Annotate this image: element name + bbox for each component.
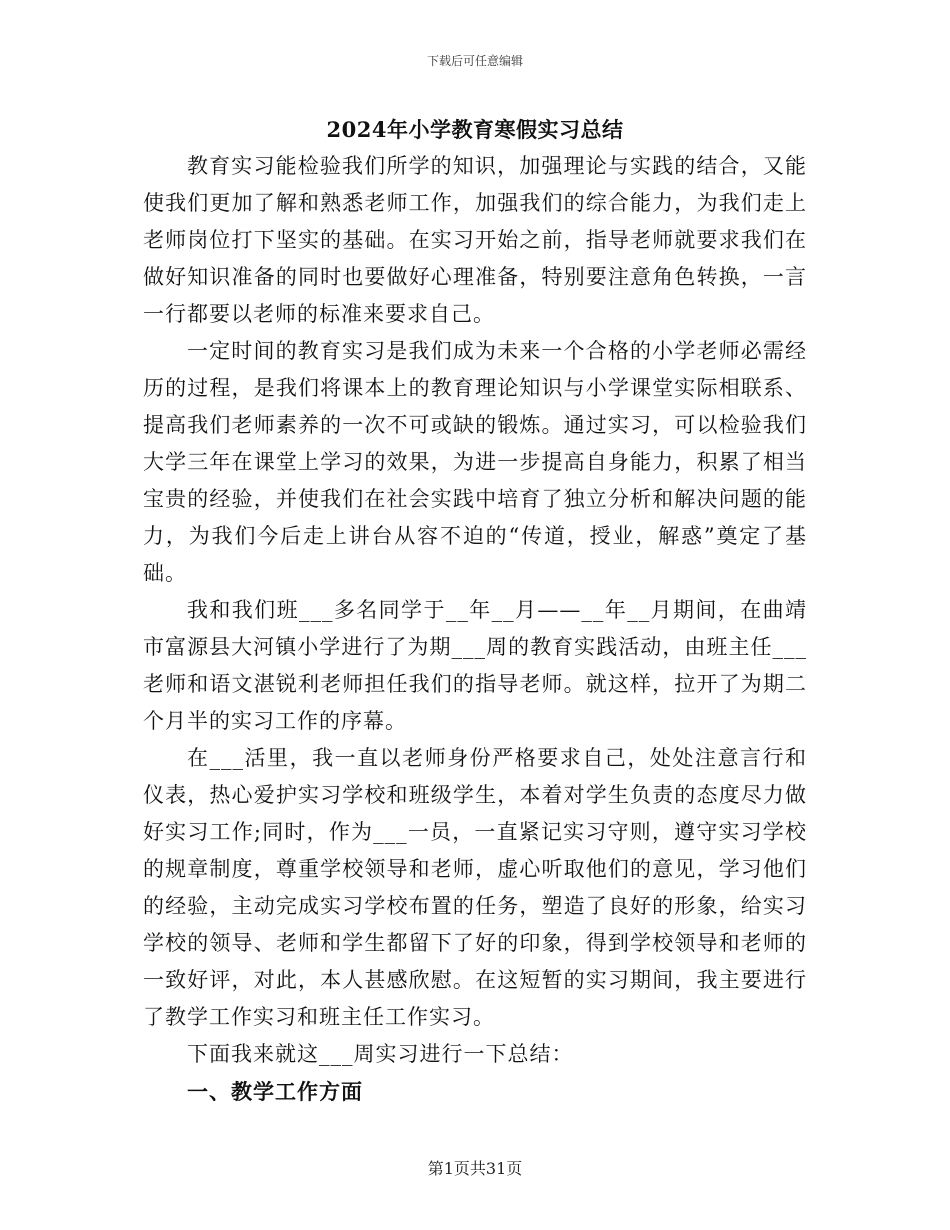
section-heading: 一、教学工作方面 (187, 1079, 363, 1104)
document-title: 2024年小学教育寒假实习总结 (326, 117, 624, 142)
paragraph: 我和我们班___多名同学于__年__月——__年__月期间，在曲靖市富源县大河镇小学进行了为期___周的教育实践活动，由班主任___老师和语文湛锐利老师担任我们的指导老师。就这样，拉开了为期二个月半的实习工作的序幕。 (143, 598, 807, 733)
paragraph: 在___活里，我一直以老师身份严格要求自己，处处注意言行和仪表，热心爱护实习学校和班级学生，本着对学生负责的态度尽力做好实习工作;同时，作为___一员，一直紧记实习守则，遵守实习学校的规章制度，尊重学校领导和老师，虚心听取他们的意见，学习他们的经验，主动完成实习学校布置的任务，塑造了良好的形象，给实习学校的领导、老师和学生都留下了好的印象，得到学校领导和老师的一致好评，对此，本人甚感欣慰。在这短暂的实习期间，我主要进行了教学工作实习和班主任工作实习。 (143, 746, 807, 1029)
document-body (143, 148, 807, 1110)
paragraph: 一定时间的教育实习是我们成为未来一个合格的小学老师必需经历的过程，是我们将课本上的教育理论知识与小学课堂实际相联系、提高我们老师素养的一次不可或缺的锻炼。通过实习，可以检验我们大学三年在课堂上学习的效果，为进一步提高自身能力，积累了相当宝贵的经验，并使我们在社会实践中培育了独立分析和解决问题的能力，为我们今后走上讲台从容不迫的“传道，授业，解惑”奠定了基础。 (143, 339, 807, 585)
paragraph: 教育实习能检验我们所学的知识，加强理论与实践的结合，又能使我们更加了解和熟悉老师工作，加强我们的综合能力，为我们走上老师岗位打下坚实的基础。在实习开始之前，指导老师就要求我们在做好知识准备的同时也要做好心理准备，特别要注意角色转换，一言一行都要以老师的标准来要求自己。 (143, 154, 807, 326)
paragraph: 下面我来就这___周实习进行一下总结： (187, 1042, 574, 1066)
page-number: 第1页共31页 (427, 1159, 523, 1178)
header-note: 下载后可任意编辑 (426, 54, 523, 68)
